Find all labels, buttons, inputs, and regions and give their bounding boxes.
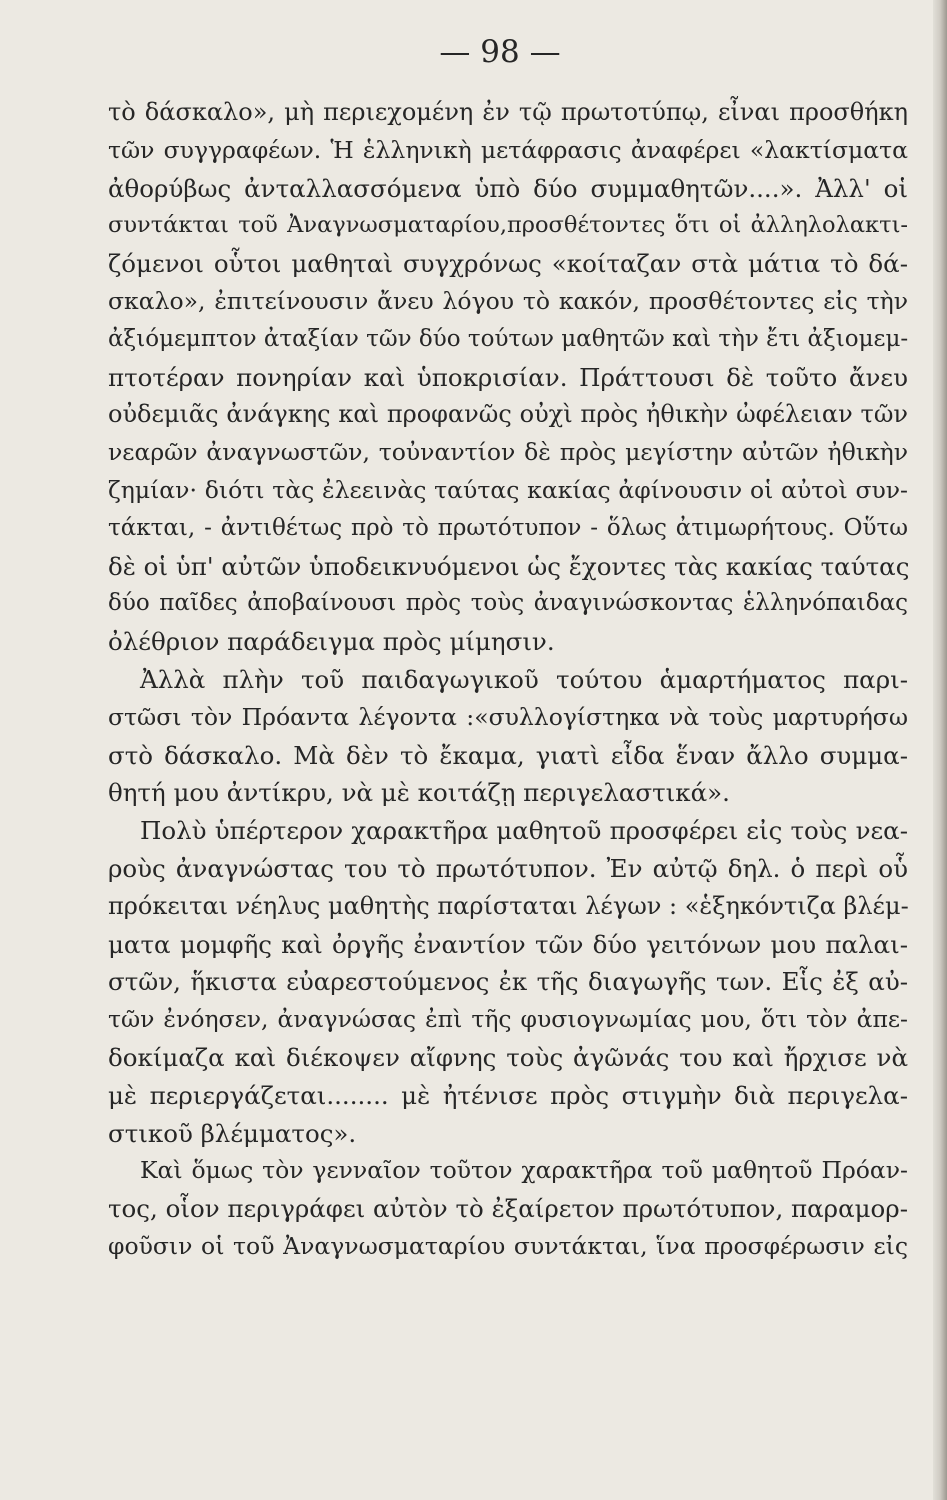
text-line: Καὶ ὅμως τὸν γενναῖον τοῦτον χαρακτῆρα τοῦ μαθητοῦ Πρόαν-	[140, 1156, 908, 1185]
text-line: ζημίαν· διότι τὰς ἐλεεινὰς ταύτας κακίας ἀφίνουσιν οἱ αὐτοὶ συν-	[108, 475, 908, 504]
text-line: φοῦσιν οἱ τοῦ Ἀναγνωσματαρίου συντάκται, ἵνα προσφέρωσιν εἰς	[108, 1231, 908, 1260]
text-line: μὲ περιεργάζεται........ μὲ ἠτένισε πρὸς στιγμὴν διὰ περιγελα-	[108, 1080, 908, 1110]
text-line: Ἀλλὰ πλὴν τοῦ παιδαγωγικοῦ τούτου ἁμαρτήματος παρι-	[140, 664, 908, 694]
text-line: στικοῦ βλέμματος».	[108, 1118, 357, 1148]
text-line: τῶν ἐνόησεν, ἀναγνώσας ἐπὶ τῆς φυσιογνωμίας μου, ὅτι τὸν ἀπε-	[108, 1005, 908, 1034]
text-line: ὀλέθριον παράδειγμα πρὸς μίμησιν.	[108, 627, 555, 657]
text-line: τὸ δάσκαλο», μὴ περιεχομένη ἐν τῷ πρωτοτύπῳ, εἶναι προσθήκη	[108, 98, 908, 126]
page-edge-shadow	[933, 0, 947, 1500]
page-number: — 98 —	[439, 34, 561, 70]
text-line: πρόκειται νέηλυς μαθητὴς παρίσταται λέγων : «ἑξηκόντιζα βλέμ-	[108, 891, 909, 920]
paragraph-4	[108, 1152, 908, 1265]
text-line: οὐδεμιᾶς ἀνάγκης καὶ προφανῶς οὐχὶ πρὸς ἠθικὴν ὠφέλειαν τῶν	[108, 400, 908, 429]
text-line: στὸ δάσκαλο. Μὰ δὲν τὸ ἔκαμα, γιατὶ εἶδα ἕναν ἄλλο συμμα-	[108, 740, 908, 770]
text-line: ἀξιόμεμπτον ἀταξίαν τῶν δύο τούτων μαθητῶν καὶ τὴν ἔτι ἀξιομεμ-	[108, 325, 909, 352]
text-line: δὲ οἱ ὑπ' αὐτῶν ὑποδεικνυόμενοι ὡς ἔχοντες τὰς κακίας ταύτας	[108, 551, 910, 581]
text-line: τάκται, - ἀντιθέτως πρὸ τὸ πρωτότυπον - ὅλως ἀτιμωρήτους. Οὕτω	[108, 514, 908, 541]
text-line: δύο παῖδες ἀποβαίνουσι πρὸς τοὺς ἀναγινώσκοντας ἑλληνόπαιδας	[108, 590, 908, 617]
text-line: συντάκται τοῦ Ἀναγνωσματαρίου,προσθέτοντες ὅτι οἱ ἀλληλολακτι-	[108, 212, 908, 239]
paragraph-2	[108, 661, 908, 812]
text-line: θητή μου ἀντίκρυ, νὰ μὲ κοιτάζῃ περιγελαστικά».	[108, 778, 730, 808]
text-line: τος, οἷον περιγράφει αὐτὸν τὸ ἐξαίρετον πρωτότυπον, παραμορ-	[108, 1194, 908, 1224]
text-line: Πολὺ ὑπέρτερον χαρακτῆρα μαθητοῦ προσφέρει εἰς τοὺς νεα-	[140, 816, 908, 846]
text-line: ροὺς ἀναγνώστας του τὸ πρωτότυπον. Ἐν αὐτῷ δηλ. ὁ περὶ οὗ	[108, 853, 908, 883]
paragraph-1	[108, 94, 908, 661]
body-text	[108, 94, 908, 1266]
text-line: ἀθορύβως ἀνταλλασσόμενα ὑπὸ δύο συμμαθητῶν....». Ἀλλ' οἱ	[108, 173, 908, 203]
text-line: τῶν συγγραφέων. Ἡ ἑλληνικὴ μετάφρασις ἀναφέρει «λακτίσματα	[108, 135, 908, 164]
text-line: ζόμενοι οὗτοι μαθηταὶ συγχρόνως «κοίταζαν στὰ μάτια τὸ δά-	[108, 249, 908, 279]
paragraph-3	[108, 812, 908, 1152]
text-line: στῶσι τὸν Πρόαντα λέγοντα :«συλλογίστηκα νὰ τοὺς μαρτυρήσω	[108, 702, 908, 731]
text-line: ματα μομφῆς καὶ ὀργῆς ἐναντίον τῶν δύο γειτόνων μου παλαι-	[108, 929, 908, 959]
text-line: σκαλο», ἐπιτείνουσιν ἄνευ λόγου τὸ κακόν, προσθέτοντες εἰς τὴν	[108, 286, 908, 315]
text-line: πτοτέραν πονηρίαν καὶ ὑποκρισίαν. Πράττουσι δὲ τοῦτο ἄνευ	[108, 362, 908, 392]
text-line: στῶν, ἥκιστα εὐαρεστούμενος ἐκ τῆς διαγωγῆς των. Εἷς ἐξ αὐ-	[108, 967, 908, 997]
text-line: νεαρῶν ἀναγνωστῶν, τοὐναντίον δὲ πρὸς μεγίστην αὐτῶν ἠθικὴν	[108, 438, 908, 467]
text-line: δοκίμαζα καὶ διέκοψεν αἴφνης τοὺς ἀγῶνάς του καὶ ἤρχισε νὰ	[108, 1042, 908, 1072]
